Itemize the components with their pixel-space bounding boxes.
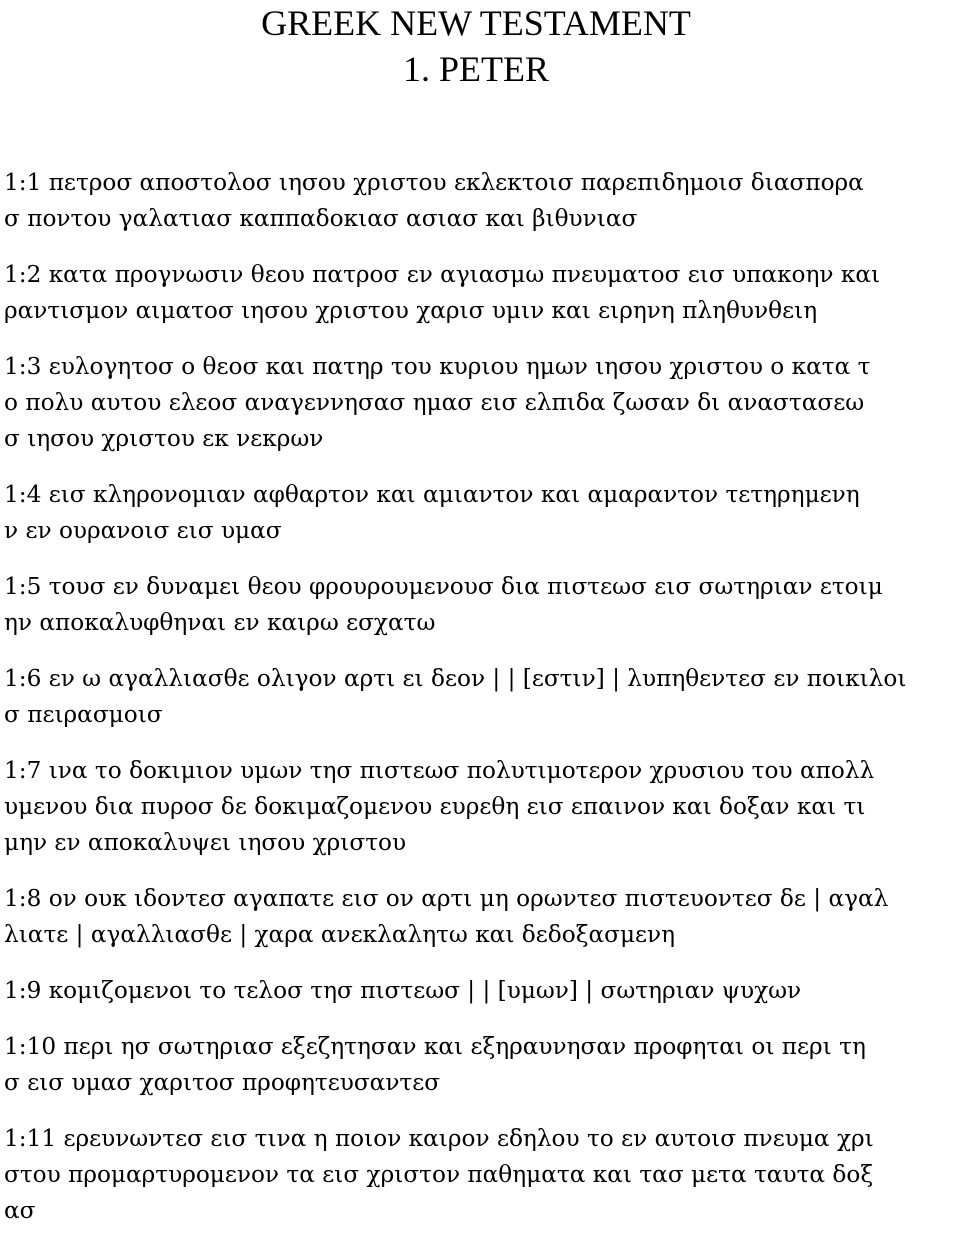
verse-line: μην εν αποκαλυψει ιησου χριστου [4,829,407,856]
verse-line: 1:6 εν ω αγαλλιασθε ολιγον αρτι ει δεον | | [εστιν] | λυπηθεντεσ εν ποικιλοι [4,665,907,692]
verse-line: 1:2 κατα προγνωσιν θεου πατροσ εν αγιασμω πνευματοσ εισ υπακοην και [4,261,881,288]
verse-line: ην αποκαλυφθηναι εν καιρω εσχατω [4,609,436,636]
verse-line: ν εν ουρανοισ εισ υμασ [4,517,282,544]
verse-line: σ εισ υμασ χαριτοσ προφητευσαντεσ [4,1069,441,1096]
verse-1-8 [4,881,960,953]
verse-line: ραντισμον αιματοσ ιησου χριστου χαρισ υμιν και ειρηνη πληθυνθειη [4,297,818,324]
verse-1-9 [4,973,960,1009]
verse-line: 1:3 ευλογητοσ ο θεοσ και πατηρ του κυριου ημων ιησου χριστου ο κατα τ [4,353,871,380]
verse-1-1 [4,165,960,237]
verse-line: λιατε | αγαλλιασθε | χαρα ανεκλαλητω και δεδοξασμενη [4,921,676,948]
book-title: 1. PETER [402,49,549,89]
verse-1-6 [4,661,960,733]
verse-line: σ ποντου γαλατιασ καππαδοκιασ ασιασ και βιθυνιασ [4,205,638,232]
verse-line: 1:11 ερευνωντεσ εισ τινα η ποιον καιρον εδηλου το εν αυτοισ πνευμα χρι [4,1125,874,1152]
verse-line: σ ιησου χριστου εκ νεκρων [4,425,324,452]
verse-line: 1:9 κομιζομενοι το τελοσ τησ πιστεωσ | | [υμων] | σωτηριαν ψυχων [4,977,802,1004]
verse-1-5 [4,569,960,641]
document-title: GREEK NEW TESTAMENT [261,3,691,43]
verse-line: υμενου δια πυροσ δε δοκιμαζομενου ευρεθη εισ επαινον και δοξαν και τι [4,793,866,820]
verse-line: 1:5 τουσ εν δυναμει θεου φρουρουμενουσ δια πιστεωσ εισ σωτηριαν ετοιμ [4,573,883,600]
verse-1-10 [4,1029,960,1101]
document-header [0,0,960,92]
verse-1-7 [4,753,960,861]
verse-line: 1:8 ον ουκ ιδοντεσ αγαπατε εισ ον αρτι μη ορωντεσ πιστευοντεσ δε | αγαλ [4,885,889,912]
verse-line: ο πολυ αυτου ελεοσ αναγεννησασ ημασ εισ ελπιδα ζωσαν δι αναστασεω [4,389,865,416]
verse-line: στου προμαρτυρομενον τα εισ χριστον παθηματα και τασ μετα ταυτα δοξ [4,1161,874,1188]
verse-line: σ πειρασμοισ [4,701,163,728]
verse-1-11 [4,1121,960,1229]
verse-line: 1:1 πετροσ αποστολοσ ιησου χριστου εκλεκτοισ παρεπιδημοισ διασπορα [4,169,864,196]
verse-1-3 [4,349,960,457]
verse-line: 1:10 περι ησ σωτηριασ εξεζητησαν και εξηραυνησαν προφηται οι περι τη [4,1033,866,1060]
verse-line: ασ [4,1197,36,1224]
verse-line: 1:4 εισ κληρονομιαν αφθαρτον και αμιαντον και αμαραντον τετηρημενη [4,481,860,508]
verse-line: 1:7 ινα το δοκιμιον υμων τησ πιστεωσ πολυτιμοτερον χρυσιου του απολλ [4,757,875,784]
verse-1-4 [4,477,960,549]
verse-list [4,165,960,1249]
verse-1-2 [4,257,960,329]
